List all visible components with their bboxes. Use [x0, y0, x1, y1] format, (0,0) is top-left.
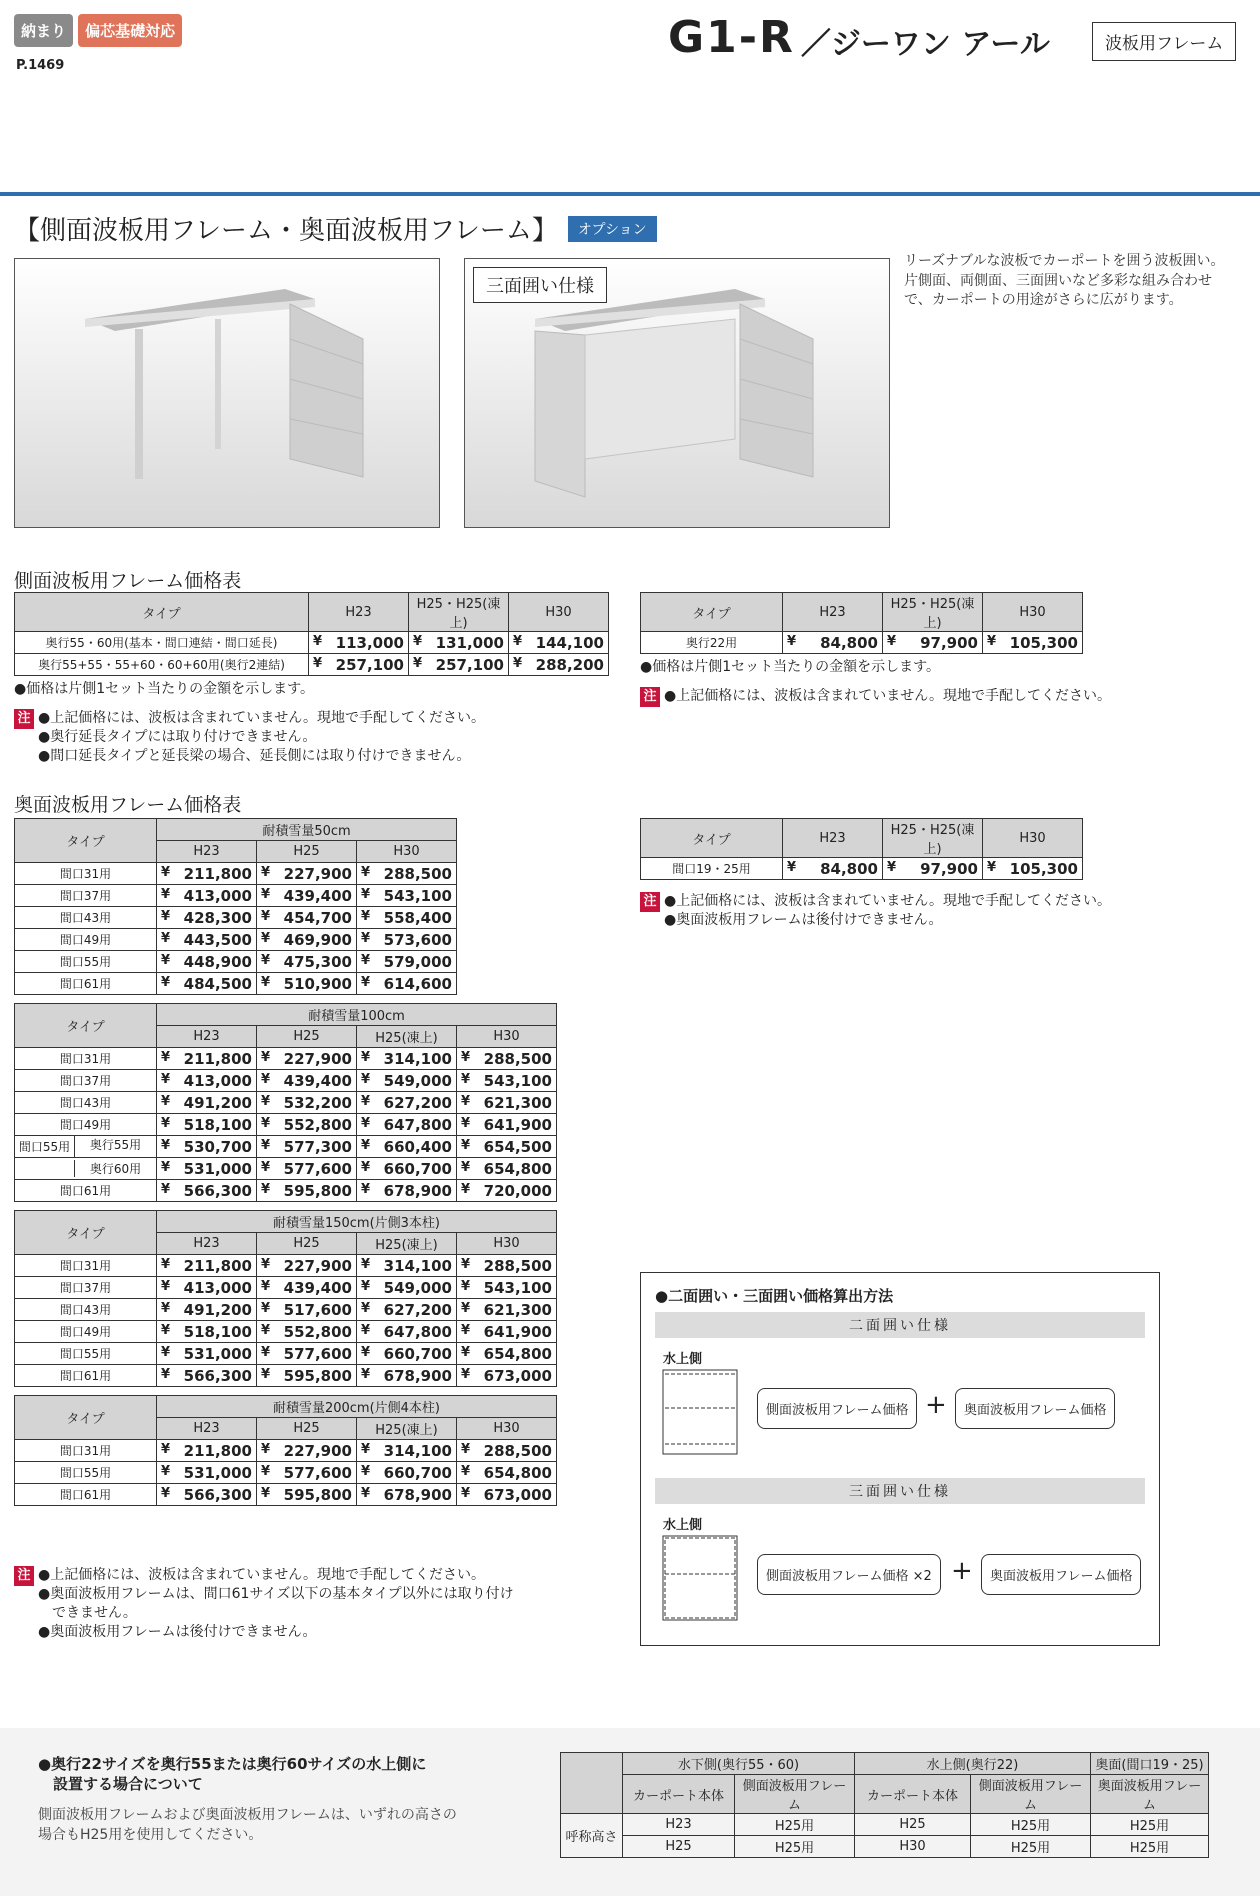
back-price-table — [14, 1003, 557, 1202]
price-cell: ¥ 144,100 — [509, 632, 609, 654]
col-header: H30 — [457, 1418, 557, 1440]
price-cell: ¥ 439,400 — [257, 1070, 357, 1092]
price-cell: ¥ 552,800 — [257, 1114, 357, 1136]
side-table-title: 側面波板用フレーム価格表 — [14, 570, 242, 592]
price-cell: ¥ 227,900 — [257, 1048, 357, 1070]
price-cell: ¥ 660,700 — [357, 1343, 457, 1365]
price-cell: ¥ 720,000 — [457, 1180, 557, 1202]
price-cell: ¥ 673,000 — [457, 1365, 557, 1387]
back-price-box: 奥面波板用フレーム価格 — [981, 1554, 1141, 1595]
table-row — [15, 1299, 557, 1321]
back-table-title: 奥面波板用フレーム価格表 — [14, 794, 242, 816]
price-cell: ¥ 428,300 — [157, 907, 257, 929]
price-cell: ¥ 84,800 — [783, 858, 883, 880]
price-cell: ¥ 227,900 — [257, 1440, 357, 1462]
price-cell: ¥ 678,900 — [357, 1365, 457, 1387]
table-row — [15, 1365, 557, 1387]
side2-note: ●価格は片側1セット当たりの金額を示します。 — [640, 659, 941, 675]
price-cell: ¥ 288,500 — [457, 1440, 557, 1462]
type-cell: 間口61用 — [15, 973, 157, 995]
price-cell: ¥ 532,200 — [257, 1092, 357, 1114]
price-cell: ¥ 543,100 — [457, 1070, 557, 1092]
price-cell: ¥ 573,600 — [357, 929, 457, 951]
table-row — [15, 1048, 557, 1070]
price-cell: ¥ 517,600 — [257, 1299, 357, 1321]
type-cell: 奥行55・60用(基本・間口連結・間口延長) — [15, 632, 309, 654]
price-cell: ¥ 491,200 — [157, 1299, 257, 1321]
type-cell: 奥行55+55・55+60・60+60用(奥行2連結) — [15, 654, 309, 676]
price-cell: ¥ 439,400 — [257, 1277, 357, 1299]
price-cell: ¥ 131,000 — [409, 632, 509, 654]
col-header: H30 — [509, 593, 609, 632]
col-header: タイプ — [15, 1211, 157, 1255]
snow-load-caption: 耐積雪量50cm — [157, 819, 457, 841]
price-cell: ¥ 627,200 — [357, 1299, 457, 1321]
table-row — [15, 1114, 557, 1136]
col-header: H25(凍上) — [357, 1233, 457, 1255]
table-row — [15, 929, 457, 951]
col-header: タイプ — [641, 593, 783, 632]
price-cell: ¥ 577,300 — [257, 1136, 357, 1158]
model-name: G1-R — [668, 12, 795, 63]
type-cell: 奥行60用 — [15, 1158, 157, 1180]
group-label: 間口55用 — [15, 1136, 75, 1157]
col-header: タイプ — [15, 1396, 157, 1440]
type-cell: 間口37用 — [15, 885, 157, 907]
price-cell: ¥ 566,300 — [157, 1484, 257, 1506]
price-cell: ¥ 549,000 — [357, 1070, 457, 1092]
col-header: タイプ — [15, 1004, 157, 1048]
table-row — [15, 973, 457, 995]
price-cell: ¥ 627,200 — [357, 1092, 457, 1114]
note-line: できません。 — [38, 1604, 137, 1621]
type-cell: 間口55用 — [15, 1462, 157, 1484]
price-cell: ¥ 288,200 — [509, 654, 609, 676]
bottom-title-line: ●奥行22サイズを奥行55または奥行60サイズの水上側に — [38, 1755, 427, 1773]
price-cell: ¥ 660,700 — [357, 1462, 457, 1484]
type-cell: 間口31用 — [15, 1440, 157, 1462]
note-line: ●間口延長タイプと延長梁の場合、延長側には取り付けできません。 — [38, 747, 471, 764]
carport-image-three-sided — [464, 258, 890, 528]
price-cell: ¥ 577,600 — [257, 1158, 357, 1180]
tag-fit: 納まり — [14, 14, 73, 47]
price-cell: ¥ 211,800 — [157, 1048, 257, 1070]
note-line: ●上記価格には、波板は含まれていません。現地で手配してください。 — [38, 1567, 486, 1583]
price-cell: ¥ 579,000 — [357, 951, 457, 973]
type-cell: 間口37用 — [15, 1070, 157, 1092]
type-cell: 間口55用 — [15, 1343, 157, 1365]
back-price-table-small — [640, 818, 1111, 930]
price-cell: ¥ 113,000 — [309, 632, 409, 654]
table-row — [15, 951, 457, 973]
bottom-body-line: 場合もH25用を使用してください。 — [38, 1826, 263, 1843]
col-header: H25・H25(凍上) — [883, 593, 983, 632]
price-cell: ¥ 257,100 — [309, 654, 409, 676]
col-header: H30 — [983, 819, 1083, 858]
caution-icon: 注 — [14, 709, 34, 729]
side-price-table-22 — [640, 592, 1111, 707]
table-row — [15, 1158, 557, 1180]
type-cell: 間口43用 — [15, 1092, 157, 1114]
side-price-x2-box: 側面波板用フレーム価格 ×2 — [757, 1554, 941, 1595]
price-cell: ¥ 211,800 — [157, 863, 257, 885]
col-header: H30 — [457, 1026, 557, 1048]
table-row — [641, 632, 1083, 654]
price-cell: ¥ 531,000 — [157, 1158, 257, 1180]
note-line: ●上記価格には、波板は含まれていません。現地で手配してください。 — [38, 709, 486, 726]
price-cell: ¥ 454,700 — [257, 907, 357, 929]
lead-line: で、カーポートの用途がさらに広がります。 — [904, 292, 1183, 309]
price-cell: ¥ 288,500 — [357, 863, 457, 885]
price-cell: ¥ 647,800 — [357, 1321, 457, 1343]
price-cell: ¥ 595,800 — [257, 1484, 357, 1506]
price-cell: ¥ 97,900 — [883, 858, 983, 880]
sub-header: カーポート本体 — [623, 1775, 735, 1814]
type-cell: 間口43用 — [15, 1299, 157, 1321]
back-notes — [14, 1566, 514, 1642]
price-calc-box — [640, 1272, 1160, 1646]
price-cell: ¥ 660,700 — [357, 1158, 457, 1180]
col-header: H25(凍上) — [357, 1418, 457, 1440]
back-price-table — [14, 1210, 557, 1387]
price-cell: ¥ 543,100 — [357, 885, 457, 907]
price-cell: ¥ 558,400 — [357, 907, 457, 929]
snow-load-caption: 耐積雪量200cm(片側4本柱) — [157, 1396, 557, 1418]
col-header: H25 — [257, 1233, 357, 1255]
type-cell: 間口19・25用 — [641, 858, 783, 880]
snow-load-caption: 耐積雪量100cm — [157, 1004, 557, 1026]
price-cell: ¥ 314,100 — [357, 1048, 457, 1070]
two-sided-bar: 二面囲い仕様 — [655, 1312, 1145, 1338]
type-cell: 奥行22用 — [641, 632, 783, 654]
three-sided-label: 三面囲い仕様 — [473, 267, 607, 303]
price-cell: ¥ 654,800 — [457, 1462, 557, 1484]
price-cell: ¥ 439,400 — [257, 885, 357, 907]
sub-header: 側面波板用フレーム — [735, 1775, 855, 1814]
price-cell: ¥ 552,800 — [257, 1321, 357, 1343]
price-cell: ¥ 288,500 — [457, 1255, 557, 1277]
col-header: H30 — [357, 841, 457, 863]
sub-header: 奥面波板用フレーム — [1091, 1775, 1209, 1814]
price-cell: ¥ 641,900 — [457, 1114, 557, 1136]
col-header: タイプ — [641, 819, 783, 858]
price-cell: ¥ 211,800 — [157, 1440, 257, 1462]
type-cell: 間口43用 — [15, 907, 157, 929]
side-price-box: 側面波板用フレーム価格 — [757, 1388, 917, 1429]
table-row — [15, 885, 457, 907]
bottom-title — [38, 1754, 426, 1795]
type-cell: 間口49用 — [15, 1321, 157, 1343]
bottom-body-line: 側面波板用フレームおよび奥面波板用フレームは、いずれの高さの — [38, 1807, 457, 1823]
group-header: 水下側(奥行55・60) — [623, 1753, 855, 1775]
price-cell: ¥ 614,600 — [357, 973, 457, 995]
col-header: タイプ — [15, 819, 157, 863]
price-cell: ¥ 531,000 — [157, 1343, 257, 1365]
type-cell: 間口61用 — [15, 1484, 157, 1506]
table-row — [15, 1343, 557, 1365]
col-header: H23 — [157, 1026, 257, 1048]
price-cell: ¥ 660,400 — [357, 1136, 457, 1158]
col-header: H23 — [783, 819, 883, 858]
price-cell: ¥ 566,300 — [157, 1365, 257, 1387]
type-cell: 間口61用 — [15, 1180, 157, 1202]
price-cell: ¥ 595,800 — [257, 1180, 357, 1202]
price-cell: ¥ 413,000 — [157, 885, 257, 907]
col-header: H25 — [257, 841, 357, 863]
note-line: ●上記価格には、波板は含まれていません。現地で手配してください。 — [664, 687, 1112, 704]
back-price-box: 奥面波板用フレーム価格 — [955, 1388, 1115, 1429]
price-cell: ¥ 678,900 — [357, 1484, 457, 1506]
price-cell: ¥ 484,500 — [157, 973, 257, 995]
table-row — [15, 1180, 557, 1202]
price-cell: ¥ 491,200 — [157, 1092, 257, 1114]
note-line: ●奥面波板用フレームは後付けできません。 — [664, 911, 943, 928]
type-cell: 間口31用 — [15, 1255, 157, 1277]
group-header: 奥面(間口19・25) — [1091, 1753, 1209, 1775]
price-cell: ¥ 105,300 — [983, 858, 1083, 880]
type-cell: 間口31用 — [15, 1048, 157, 1070]
product-title — [668, 12, 1050, 63]
two-sided-row — [641, 1338, 1159, 1478]
price-cell: ¥ 543,100 — [457, 1277, 557, 1299]
price-cell: ¥ 595,800 — [257, 1365, 357, 1387]
col-header: H23 — [309, 593, 409, 632]
two-sided-plan-icon — [661, 1368, 741, 1458]
group-header: 水上側(奥行22) — [855, 1753, 1091, 1775]
table-row — [15, 1277, 557, 1299]
price-cell: ¥ 413,000 — [157, 1070, 257, 1092]
price-cell: ¥ 577,600 — [257, 1462, 357, 1484]
section-header — [14, 210, 657, 247]
table-row — [15, 1462, 557, 1484]
price-cell: ¥ 443,500 — [157, 929, 257, 951]
price-cell: ¥ 84,800 — [783, 632, 883, 654]
price-cell: ¥ 577,600 — [257, 1343, 357, 1365]
col-header: タイプ — [15, 593, 309, 632]
table-row — [15, 654, 609, 676]
col-header: H25 — [257, 1418, 357, 1440]
price-cell: ¥ 641,900 — [457, 1321, 557, 1343]
table-row — [15, 632, 609, 654]
col-header: H23 — [783, 593, 883, 632]
calc-title: ●二面囲い・三面囲い価格算出方法 — [655, 1287, 894, 1305]
table-row: 呼称高さ H23 H25用 H25 H25用 H25用 — [561, 1814, 1209, 1836]
col-header: H23 — [157, 841, 257, 863]
price-cell: ¥ 510,900 — [257, 973, 357, 995]
frame-type-label: 波板用フレーム — [1092, 22, 1236, 61]
lead-text — [904, 252, 1250, 311]
col-header: H25 — [257, 1026, 357, 1048]
back-price-table — [14, 1395, 557, 1506]
table-row — [15, 907, 457, 929]
model-kana: ／ジーワン アール — [800, 27, 1050, 62]
table-row — [15, 1255, 557, 1277]
note-line: ●奥面波板用フレームは、間口61サイズ以下の基本タイプ以外には取り付け — [38, 1585, 514, 1602]
type-cell: 間口37用 — [15, 1277, 157, 1299]
price-cell: ¥ 647,800 — [357, 1114, 457, 1136]
col-header: H23 — [157, 1418, 257, 1440]
side2-chu-notes — [640, 687, 1111, 707]
back-price-tables — [14, 818, 557, 1514]
three-sided-plan-icon — [661, 1534, 741, 1624]
price-cell: ¥ 518,100 — [157, 1321, 257, 1343]
price-cell: ¥ 621,300 — [457, 1092, 557, 1114]
type-cell: 間口49用 — [15, 1114, 157, 1136]
snow-load-caption: 耐積雪量150cm(片側3本柱) — [157, 1211, 557, 1233]
note-line: ●上記価格には、波板は含まれていません。現地で手配してください。 — [664, 893, 1112, 909]
price-cell: ¥ 475,300 — [257, 951, 357, 973]
price-cell: ¥ 314,100 — [357, 1440, 457, 1462]
upper-side-label: 水上側 — [663, 1352, 703, 1367]
three-sided-row — [641, 1504, 1159, 1644]
sub-header: 側面波板用フレーム — [971, 1775, 1091, 1814]
lead-line: リーズナブルな波板でカーポートを囲う波板囲い。 — [904, 253, 1225, 269]
note-line: ●奥行延長タイプには取り付けできません。 — [38, 728, 317, 745]
option-badge: オプション — [568, 216, 657, 242]
type-cell: 間口55用 奥行55用 — [15, 1136, 157, 1158]
three-sided-bar: 三面囲い仕様 — [655, 1478, 1145, 1504]
caution-icon: 注 — [640, 892, 660, 912]
table-row — [15, 1484, 557, 1506]
col-header: H25・H25(凍上) — [409, 593, 509, 632]
col-header: H25・H25(凍上) — [883, 819, 983, 858]
table-row — [15, 1136, 557, 1158]
caution-icon: 注 — [14, 1566, 34, 1586]
price-cell: ¥ 413,000 — [157, 1277, 257, 1299]
price-cell: ¥ 448,900 — [157, 951, 257, 973]
row-label: 呼称高さ — [561, 1814, 623, 1858]
sub-header: カーポート本体 — [855, 1775, 971, 1814]
caution-icon: 注 — [640, 687, 660, 707]
side-price-table — [14, 592, 609, 766]
price-cell: ¥ 673,000 — [457, 1484, 557, 1506]
col-header: H30 — [457, 1233, 557, 1255]
bottom-title-line: 設置する場合について — [38, 1775, 203, 1794]
side-note: ●価格は片側1セット当たりの金額を示します。 — [14, 681, 315, 697]
tag-eccentric: 偏芯基礎対応 — [78, 14, 182, 47]
upper-side-label: 水上側 — [663, 1518, 703, 1533]
price-cell: ¥ 531,000 — [157, 1462, 257, 1484]
type-cell: 間口49用 — [15, 929, 157, 951]
plus-sign: + — [925, 1390, 947, 1420]
col-header: H23 — [157, 1233, 257, 1255]
plus-sign: + — [951, 1556, 973, 1586]
price-cell: ¥ 621,300 — [457, 1299, 557, 1321]
back-small-notes — [640, 892, 1111, 930]
section-title: 【側面波板用フレーム・奥面波板用フレーム】 — [14, 216, 558, 246]
header-tags — [14, 14, 182, 47]
price-cell: ¥ 105,300 — [983, 632, 1083, 654]
table-row: H25 H25用 H30 H25用 H25用 — [561, 1836, 1209, 1858]
table-row — [15, 1092, 557, 1114]
price-cell: ¥ 288,500 — [457, 1048, 557, 1070]
price-cell: ¥ 314,100 — [357, 1255, 457, 1277]
table-row — [15, 1070, 557, 1092]
table-row — [641, 858, 1083, 880]
col-header: H30 — [983, 593, 1083, 632]
table-row — [15, 863, 457, 885]
lead-line: 片側面、両側面、三面囲いなど多彩な組み合わせ — [904, 272, 1212, 289]
price-cell: ¥ 654,500 — [457, 1136, 557, 1158]
page-ref: P.1469 — [16, 58, 65, 73]
bottom-body — [38, 1806, 457, 1845]
price-cell: ¥ 227,900 — [257, 863, 357, 885]
price-cell: ¥ 227,900 — [257, 1255, 357, 1277]
price-cell: ¥ 97,900 — [883, 632, 983, 654]
price-cell: ¥ 654,800 — [457, 1158, 557, 1180]
type-cell: 間口31用 — [15, 863, 157, 885]
section-rule — [0, 192, 1260, 196]
price-cell: ¥ 566,300 — [157, 1180, 257, 1202]
price-cell: ¥ 469,900 — [257, 929, 357, 951]
col-header: H25(凍上) — [357, 1026, 457, 1048]
price-cell: ¥ 257,100 — [409, 654, 509, 676]
table-row — [15, 1321, 557, 1343]
type-cell: 間口55用 — [15, 951, 157, 973]
price-cell: ¥ 549,000 — [357, 1277, 457, 1299]
price-cell: ¥ 518,100 — [157, 1114, 257, 1136]
price-cell: ¥ 654,800 — [457, 1343, 557, 1365]
back-price-table — [14, 818, 457, 995]
note-line: ●奥面波板用フレームは後付けできません。 — [38, 1623, 317, 1640]
price-cell: ¥ 530,700 — [157, 1136, 257, 1158]
price-cell: ¥ 211,800 — [157, 1255, 257, 1277]
side-chu-notes — [14, 709, 609, 766]
price-cell: ¥ 678,900 — [357, 1180, 457, 1202]
carport-image-side — [14, 258, 440, 528]
height-table — [560, 1752, 1209, 1858]
table-row — [15, 1440, 557, 1462]
type-cell: 間口61用 — [15, 1365, 157, 1387]
